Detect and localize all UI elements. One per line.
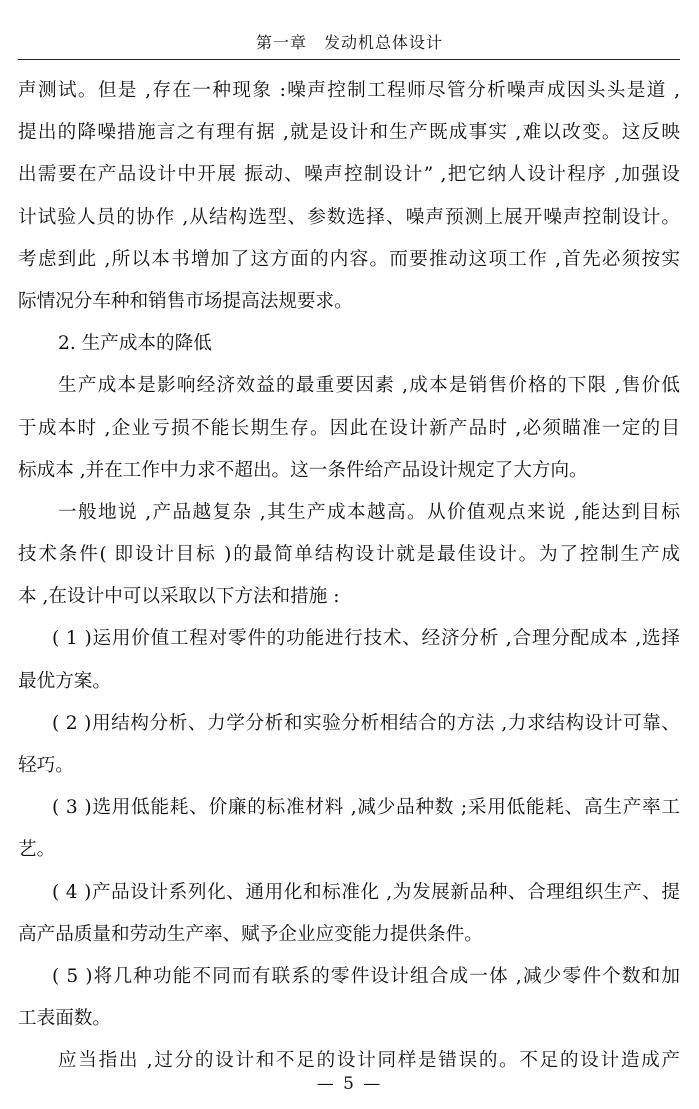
text-line: 出需要在产品设计中开展 振动、噪声控制设计” ,把它纳人设计程序 ,加强设 <box>18 164 680 186</box>
body-text <box>18 70 680 1083</box>
text-line: ( 4 )产品设计系列化、通用化和标准化 ,为发展新品种、合理组织生产、提 <box>52 881 680 903</box>
text-line: ( 3 )选用低能耗、价廉的标准材料 ,减少品种数 ;采用低能耗、高生产率工 <box>52 797 680 819</box>
text-line: 际情况分车种和销售市场提高法规要求。 <box>18 290 353 312</box>
text-line: 最优方案。 <box>18 670 111 692</box>
text-line: 应当指出 ,过分的设计和不足的设计同样是错误的。不足的设计造成产 <box>58 1050 680 1072</box>
text-line: 标成本 ,并在工作中力求不超出。这一条件给产品设计规定了大方向。 <box>18 459 588 481</box>
text-line: 声测试。但是 ,存在一种现象 :噪声控制工程师尽管分析噪声成因头头是道 , <box>18 80 680 101</box>
text-line: 艺。 <box>18 839 56 861</box>
running-header: 第一章 发动机总体设计 <box>255 33 443 52</box>
text-line: ( 2 )用结构分析、力学分析和实验分析相结合的方法 ,力求结构设计可靠、 <box>52 712 680 734</box>
text-line: 轻巧。 <box>18 755 74 776</box>
page-number: — 5 — <box>316 1074 383 1094</box>
text-line: 计试验人员的协作 ,从结构选型、参数选择、噪声预测上展开噪声控制设计。 <box>18 206 680 228</box>
text-line: ( 1 )运用价值工程对零件的功能进行技术、经济分析 ,合理分配成本 ,选择 <box>52 628 680 650</box>
text-line: 工表面数。 <box>18 1008 111 1030</box>
text-line: ( 5 )将几种功能不同而有联系的零件设计组合成一体 ,减少零件个数和加 <box>52 965 680 987</box>
text-line: 本 ,在设计中可以采取以下方法和措施 : <box>18 586 340 608</box>
text-line: 于成本时 ,企业亏损不能长期生存。因此在设计新产品时 ,必须瞄准一定的目 <box>18 417 680 439</box>
text-line: 技术条件( 即设计目标 )的最简单结构设计就是最佳设计。为了控制生产成 <box>18 544 680 566</box>
text-line: 生产成本是影响经济效益的最重要因素 ,成本是销售价格的下限 ,售价低 <box>58 375 680 397</box>
text-line: 2. 生产成本的降低 <box>58 333 212 355</box>
header-rule <box>18 59 680 60</box>
text-line: 高产品质量和劳动生产率、赋予企业应变能力提供条件。 <box>18 923 483 945</box>
text-line: 考虑到此 ,所以本书增加了这方面的内容。而要推动这项工作 ,首先必须按实 <box>18 248 680 270</box>
text-line: 一般地说 ,产品越复杂 ,其生产成本越高。从价值观点来说 ,能达到目标 <box>58 501 680 523</box>
text-line: 提出的降噪措施言之有理有据 ,就是设计和生产既成事实 ,难以改变。这反映 <box>18 122 680 144</box>
